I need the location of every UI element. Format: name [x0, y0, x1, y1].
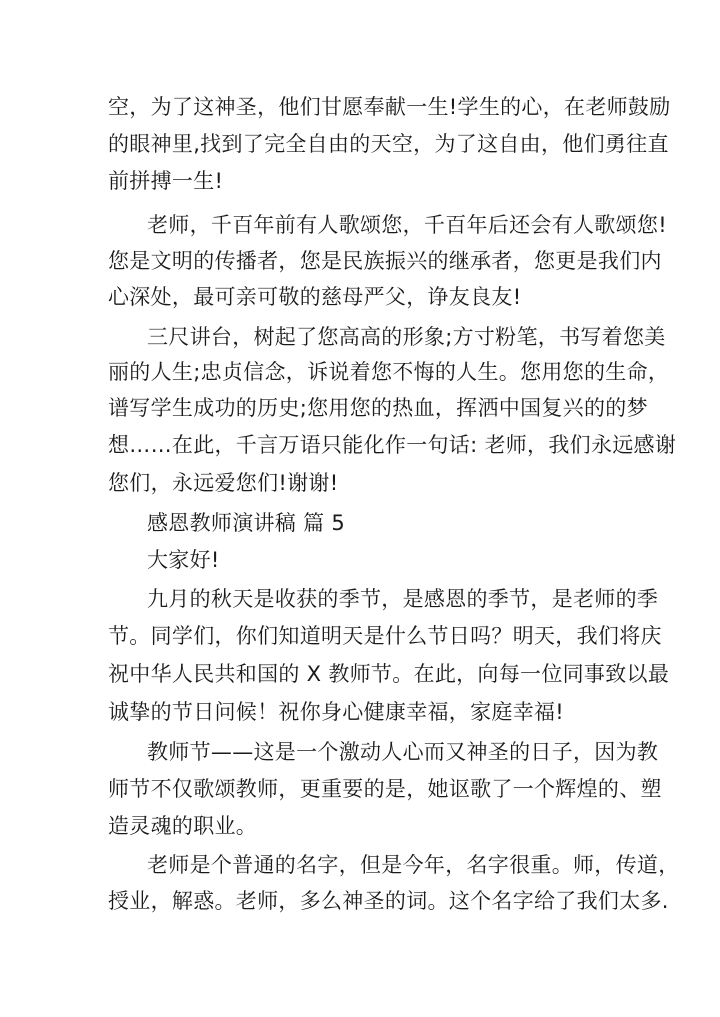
text-line: 授业，解惑。老师，多么神圣的词。这个名字给了我们太多.	[108, 889, 669, 913]
paragraph-first-line: 老师是个普通的名字，但是今年，名字很重。师，传道，	[147, 853, 680, 877]
text-line: 节。同学们，你们知道明天是什么节日吗？明天，我们将庆	[108, 624, 662, 648]
text-line: 丽的人生;忠贞信念，诉说着您不悔的人生。您用您的生命，	[108, 360, 670, 384]
text-line: 空，为了这神圣，他们甘愿奉献一生!学生的心，在老师鼓励	[108, 95, 671, 119]
text-line: 的眼神里,找到了完全自由的天空，为了这自由，他们勇往直	[108, 132, 669, 156]
text-line: 想……在此，千言万语只能化作一句话: 老师，我们永远感谢	[108, 433, 677, 457]
section-heading: 感恩教师演讲稿 篇 5	[147, 511, 346, 535]
text-line: 造灵魂的职业。	[108, 814, 258, 838]
text-line: 您们，永远爱您们!谢谢!	[108, 471, 339, 495]
paragraph-first-line: 老师，千百年前有人歌颂您，千百年后还会有人歌颂您!	[147, 213, 667, 237]
text-line: 您是文明的传播者，您是民族振兴的继承者，您更是我们内	[108, 249, 662, 273]
text-line: 祝中华人民共和国的 X 教师节。在此，向每一位同事致以最	[108, 662, 670, 686]
text-line: 诚挚的节日问候！祝你身心健康幸福，家庭幸福!	[108, 700, 565, 724]
greeting-line: 大家好!	[147, 548, 220, 572]
text-line: 心深处，最可亲可敬的慈母严父，诤友良友!	[108, 285, 522, 309]
text-line: 谱写学生成功的历史;您用您的热血，挥洒中国复兴的的梦	[108, 396, 648, 420]
text-line: 前拼搏一生!	[108, 169, 224, 193]
paragraph-first-line: 三尺讲台，树起了您高高的形象;方寸粉笔，书写着您美	[147, 325, 666, 349]
paragraph-first-line: 九月的秋天是收获的季节，是感恩的季节，是老师的季	[147, 587, 659, 611]
text-line: 师节不仅歌颂教师，更重要的是，她讴歌了一个辉煌的、塑	[108, 777, 662, 801]
paragraph-first-line: 教师节——这是一个激动人心而又神圣的日子，因为教	[147, 740, 659, 764]
